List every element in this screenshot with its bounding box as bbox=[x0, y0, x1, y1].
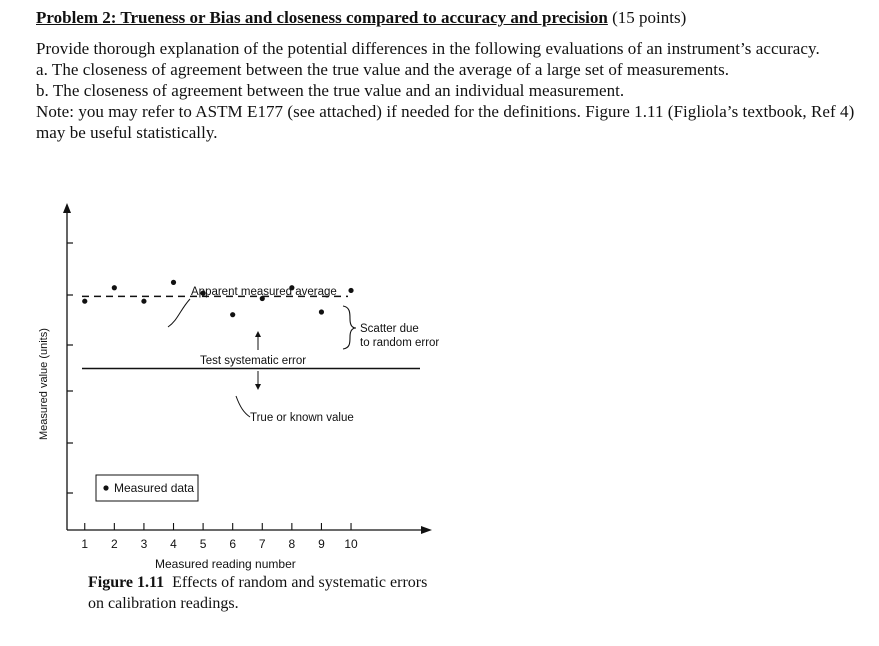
y-ticks bbox=[67, 243, 73, 493]
scatter-label-line2: to random error bbox=[360, 337, 440, 349]
intro-text: Provide thorough explanation of the potential differences in the following evaluations of an instrument’s accuracy. bbox=[36, 39, 820, 58]
data-point bbox=[230, 312, 235, 317]
scatter-label-line1: Scatter due bbox=[360, 323, 419, 335]
true-value-leader bbox=[236, 396, 250, 417]
x-axis-label: Measured reading number bbox=[155, 557, 296, 571]
scatter-chart bbox=[30, 195, 460, 635]
data-point bbox=[82, 299, 87, 304]
legend bbox=[96, 475, 198, 501]
systematic-error-label: Test systematic error bbox=[200, 355, 307, 367]
problem-title: Problem 2: Trueness or Bias and closeness compared to accuracy and precision bbox=[36, 8, 608, 27]
figure-caption bbox=[88, 572, 428, 614]
y-axis-arrow bbox=[63, 203, 71, 213]
data-point bbox=[112, 285, 117, 290]
caption-text: Effects of random and systematic errors on calibration readings. bbox=[88, 574, 428, 612]
x-tick-label: 1 bbox=[81, 537, 89, 551]
problem-points: (15 points) bbox=[607, 8, 687, 27]
data-point bbox=[141, 299, 146, 304]
item-b: b. The closeness of agreement between the true value and an individual measurement. bbox=[36, 81, 625, 100]
x-tick-label: 5 bbox=[199, 537, 207, 551]
x-axis-arrow bbox=[421, 526, 432, 534]
caption-label: Figure 1.11 bbox=[88, 574, 165, 591]
document bbox=[36, 8, 856, 143]
data-point bbox=[171, 280, 176, 285]
true-value-label: True or known value bbox=[250, 412, 354, 424]
legend-label: Measured data bbox=[114, 481, 195, 495]
x-tick-label: 10 bbox=[344, 537, 358, 551]
note-text: Note: you may refer to ASTM E177 (see attached) if needed for the definitions. Figure 1.11 (Figliola’s textbook, Ref 4) may be useful statistically. bbox=[36, 102, 855, 142]
apparent-average-label: Apparent measured average bbox=[191, 286, 337, 298]
x-tick-label: 3 bbox=[140, 537, 148, 551]
scatter-brace bbox=[343, 306, 356, 349]
data-point bbox=[319, 309, 324, 314]
figure-1-11 bbox=[30, 195, 460, 635]
x-tick-label: 7 bbox=[258, 537, 266, 551]
x-tick-label: 9 bbox=[318, 537, 325, 551]
apparent-average-leader bbox=[168, 299, 190, 327]
systematic-arrowhead-down bbox=[255, 384, 261, 390]
x-tick-label: 2 bbox=[110, 537, 118, 551]
data-point bbox=[348, 288, 353, 293]
problem-heading bbox=[36, 8, 856, 28]
x-ticks bbox=[85, 523, 351, 530]
x-tick-label: 6 bbox=[229, 537, 237, 551]
x-tick-label: 8 bbox=[288, 537, 296, 551]
legend-marker bbox=[103, 485, 108, 490]
y-axis-label: Measured value (units) bbox=[38, 328, 50, 440]
item-a: a. The closeness of agreement between the true value and the average of a large set of measurements. bbox=[36, 60, 730, 79]
x-tick-label: 4 bbox=[170, 537, 177, 551]
systematic-arrowhead-up bbox=[255, 331, 261, 337]
x-tick-labels bbox=[81, 537, 358, 551]
